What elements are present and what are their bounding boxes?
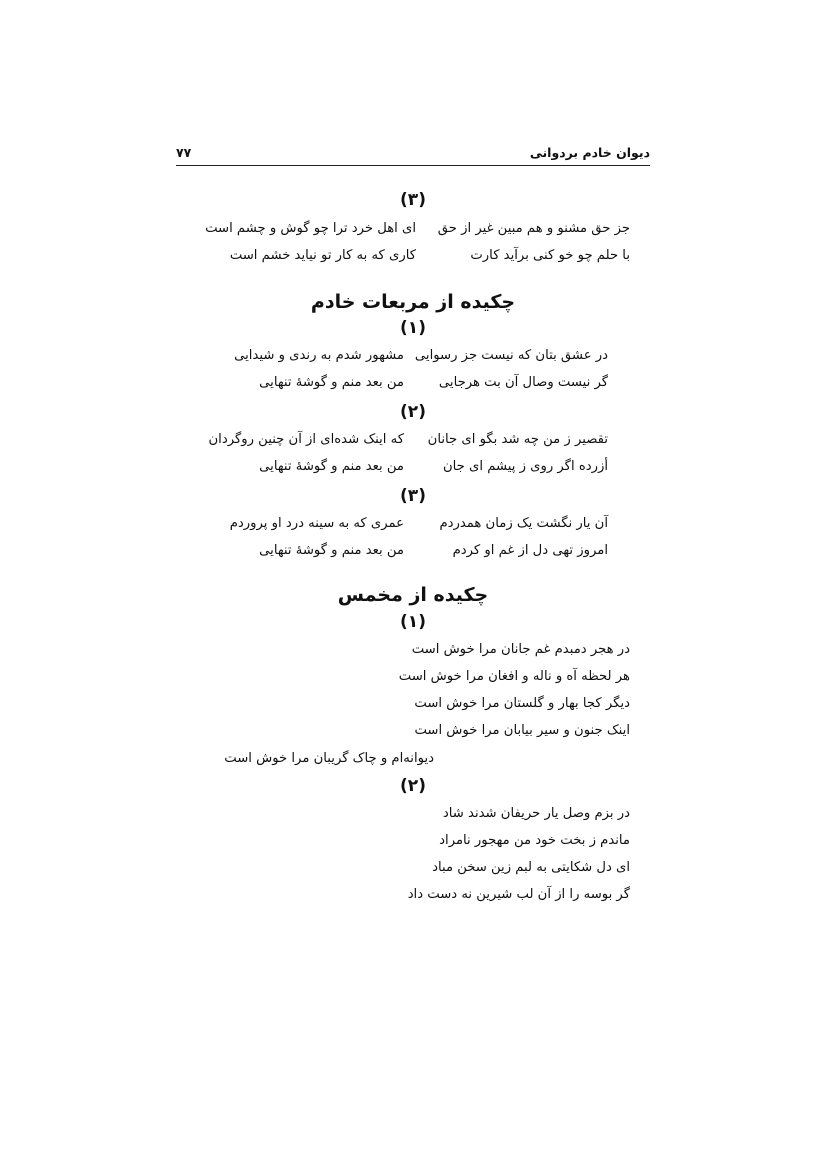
mukhammas-line: اینک جنون و سیر بیابان مرا خوش است	[414, 723, 630, 738]
mukhammas-line: دیگر کجا بهار و گلستان مرا خوش است	[414, 696, 630, 711]
hemistich-first: جز حق مشنو و هم مبین غیر از حق	[437, 221, 630, 236]
hemistich-second: که اینک شده‌ای از آن چنین روگردان	[208, 432, 404, 447]
running-title: دیوان خادم بردوانی	[529, 145, 650, 160]
stanza-number: (۲)	[400, 402, 426, 422]
stanza-number: (۱)	[400, 612, 426, 632]
hemistich-first: تقصیر ز من چه شد بگو ای جانان	[427, 432, 608, 447]
mukhammas-line: ماندم ز بخت خود من مهجور نامراد	[439, 833, 630, 848]
stanza-number: (۱)	[400, 318, 426, 338]
page-header	[176, 143, 650, 166]
section-title: چکیده از مربعات خادم	[310, 291, 516, 313]
hemistich-second: من بعد منم و گوشهٔ تنهایی	[259, 543, 404, 558]
hemistich-first: امروز تهی دل از غم او کردم	[452, 543, 608, 558]
hemistich-second: مشهور شدم به رندی و شیدایی	[234, 348, 404, 363]
hemistich-first: با حلم چو خو کنی برآید کارت	[470, 248, 630, 263]
mukhammas-line: در بزم وصل یار حریفان شدند شاد	[442, 806, 630, 821]
section-title: چکیده از مخمس	[337, 584, 489, 606]
mukhammas-line: گر بوسه را از آن لب شیرین نه دست داد	[407, 887, 630, 902]
mukhammas-closing-line: دیوانه‌ام و چاک گریبان مرا خوش است	[224, 751, 434, 766]
hemistich-second: عمری که به سینه درد او پروردم	[229, 516, 404, 531]
hemistich-first: آن یار نگشت یک زمان همدردم	[439, 516, 608, 531]
hemistich-first: در عشق بتان که نیست جز رسوایی	[414, 348, 608, 363]
hemistich-second: من بعد منم و گوشهٔ تنهایی	[259, 459, 404, 474]
hemistich-first: أزرده اگر روی ز پیشم ای جان	[442, 459, 608, 474]
stanza-number: (۲)	[400, 776, 426, 796]
mukhammas-line: هر لحظه آه و ناله و افغان مرا خوش است	[398, 669, 630, 684]
stanza-number: (۳)	[400, 486, 426, 506]
mukhammas-line: در هجر دمبدم غم جانان مرا خوش است	[411, 642, 630, 657]
hemistich-second: کاری که به کار تو نیاید خشم است	[229, 248, 416, 263]
hemistich-first: گر نیست وصال آن بت هرجایی	[438, 375, 608, 390]
hemistich-second: ای اهل خرد ترا چو گوش و چشم است	[205, 221, 416, 236]
page-number: ۷۷	[176, 145, 192, 160]
stanza-number: (۳)	[400, 190, 426, 210]
hemistich-second: من بعد منم و گوشهٔ تنهایی	[259, 375, 404, 390]
mukhammas-line: ای دل شکایتی به لبم زین سخن مباد	[432, 860, 630, 875]
